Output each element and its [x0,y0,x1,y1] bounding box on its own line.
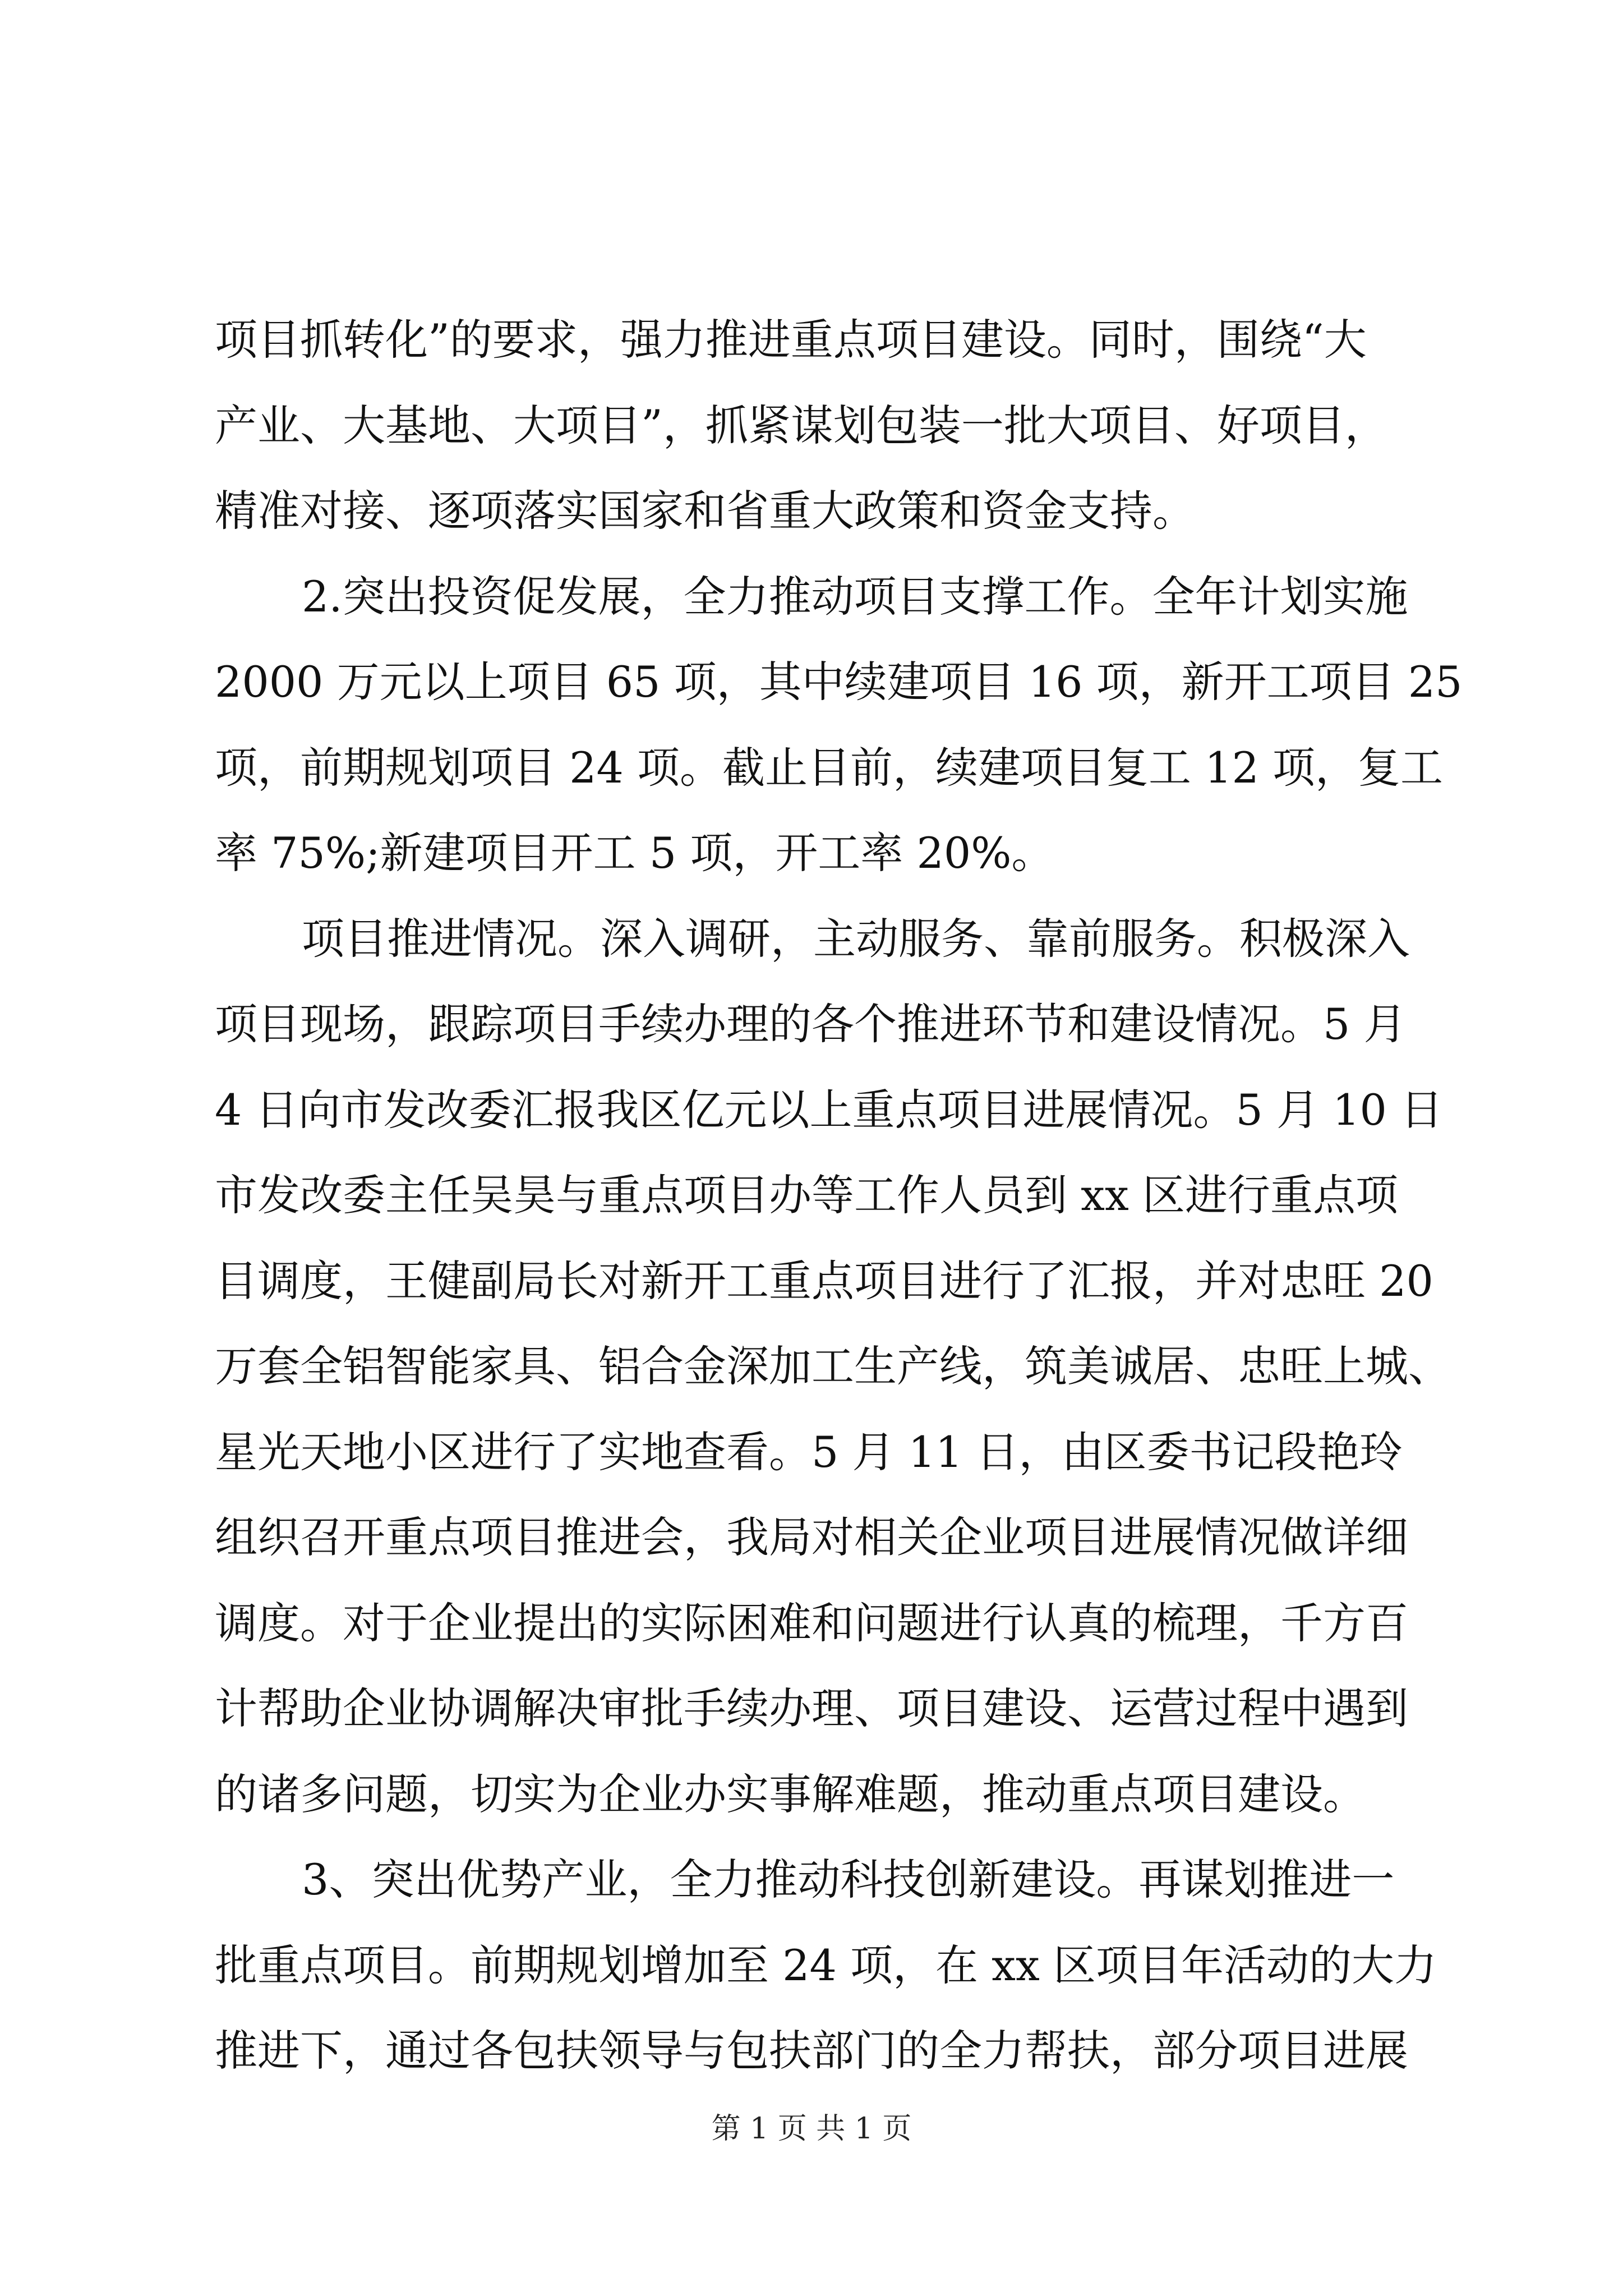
text-line: 3、突出优势产业，全力推动科技创新建设。再谋划推进一 [302,1855,1395,1904]
document-body [215,297,1463,2094]
text-line: 星光天地小区进行了实地查看。5 月 11 日，由区委书记段艳玲 [215,1427,1403,1477]
text-line: 推进下，通过各包扶领导与包扶部门的全力帮扶，部分项目进展 [215,2026,1408,2076]
text-line: 计帮助企业协调解决审批手续办理、项目建设、运营过程中遇到 [215,1683,1408,1733]
text-line: 2.突出投资促发展，全力推动项目支撑工作。全年计划实施 [302,571,1408,622]
text-line: 项目推进情况。深入调研，主动服务、靠前服务。积极深入 [302,913,1410,964]
text-line: 项目抓转化”的要求，强力推进重点项目建设。同时，围绕“大 [215,315,1367,365]
text-line: 4 日向市发改委汇报我区亿元以上重点项目进展情况。5 月 10 日 [215,1084,1444,1135]
text-line: 批重点项目。前期规划增加至 24 项，在 xx 区项目年活动的大力 [215,1940,1437,1990]
text-line: 的诸多问题，切实为企业办实事解难题，推动重点项目建设。 [215,1769,1366,1819]
text-line: 目调度，王健副局长对新开工重点项目进行了汇报，并对忠旺 20 [215,1255,1433,1306]
text-line: 率 75%;新建项目开工 5 项，开工率 20%。 [215,828,1054,878]
text-line: 组织召开重点项目推进会，我局对相关企业项目进展情况做详细 [215,1512,1408,1562]
text-line: 万套全铝智能家具、铝合金深加工生产线，筑美诚居、忠旺上城、 [215,1341,1451,1391]
text-line: 2000 万元以上项目 65 项，其中续建项目 16 项，新开工项目 25 [215,657,1463,707]
text-line: 产业、大基地、大项目”，抓紧谋划包装一批大项目、好项目， [215,400,1387,450]
page-footer: 第 1 页 共 1 页 [711,2112,912,2146]
text-line: 调度。对于企业提出的实际困难和问题进行认真的梳理，千方百 [215,1598,1408,1648]
text-line: 项目现场，跟踪项目手续办理的各个推进环节和建设情况。5 月 [215,999,1407,1049]
text-line: 精准对接、逐项落实国家和省重大政策和资金支持。 [215,486,1195,536]
text-line: 项，前期规划项目 24 项。截止目前，续建项目复工 12 项，复工 [215,742,1444,793]
text-line: 市发改委主任吴昊与重点项目办等工作人员到 xx 区进行重点项 [215,1170,1399,1220]
